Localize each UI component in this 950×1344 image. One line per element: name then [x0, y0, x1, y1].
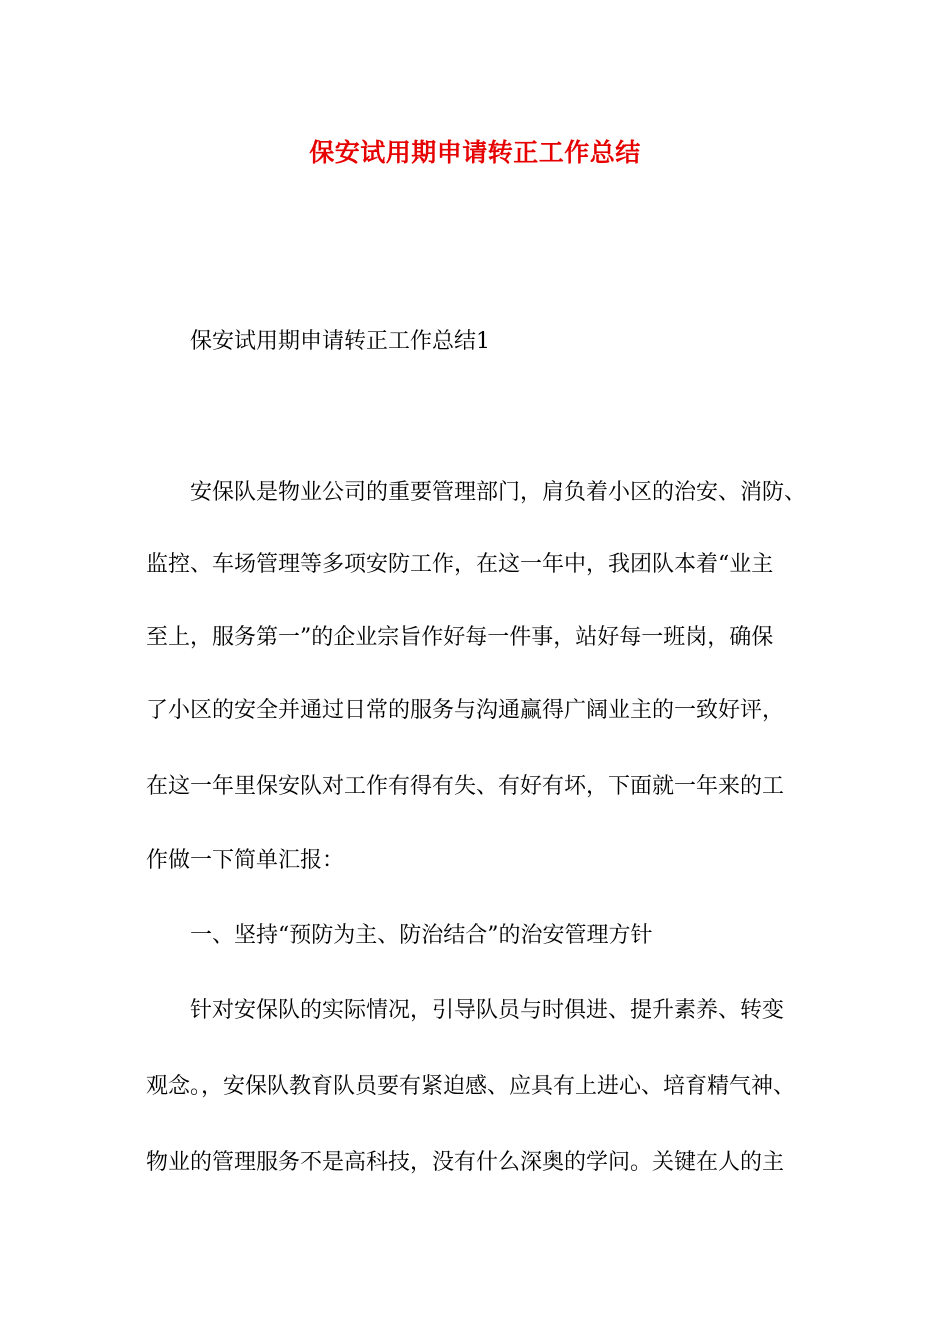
paragraph-line: 作做一下简单汇报： — [146, 848, 345, 873]
paragraph-line: 安保队是物业公司的重要管理部门，肩负着小区的治安、消防、 — [190, 480, 807, 505]
paragraph-line: 观念。，安保队教育队员要有紧迫感、应具有上进心、培育精气神、 — [146, 1074, 796, 1099]
paragraph-line: 在这一年里保安队对工作有得有失、有好有坏，下面就一年来的工 — [146, 774, 785, 799]
paragraph-line: 了小区的安全并通过日常的服务与沟通赢得广阔业主的一致好评， — [146, 698, 785, 723]
paragraph-line: 针对安保队的实际情况，引导队员与时俱进、提升素养、转变 — [190, 998, 785, 1023]
paragraph-line: 至上，服务第一”的企业宗旨作好每一件事，站好每一班岗，确保 — [146, 625, 774, 650]
document-title: 保安试用期申请转正工作总结 — [309, 138, 641, 167]
paragraph-line: 监控、车场管理等多项安防工作，在这一年中，我团队本着“业主 — [146, 552, 774, 577]
section-heading: 保安试用期申请转正工作总结1 — [190, 329, 490, 354]
section-heading: 一、坚持“预防为主、防治结合”的治安管理方针 — [190, 923, 653, 948]
paragraph-line: 物业的管理服务不是高科技，没有什么深奥的学问。关键在人的主 — [146, 1150, 785, 1175]
